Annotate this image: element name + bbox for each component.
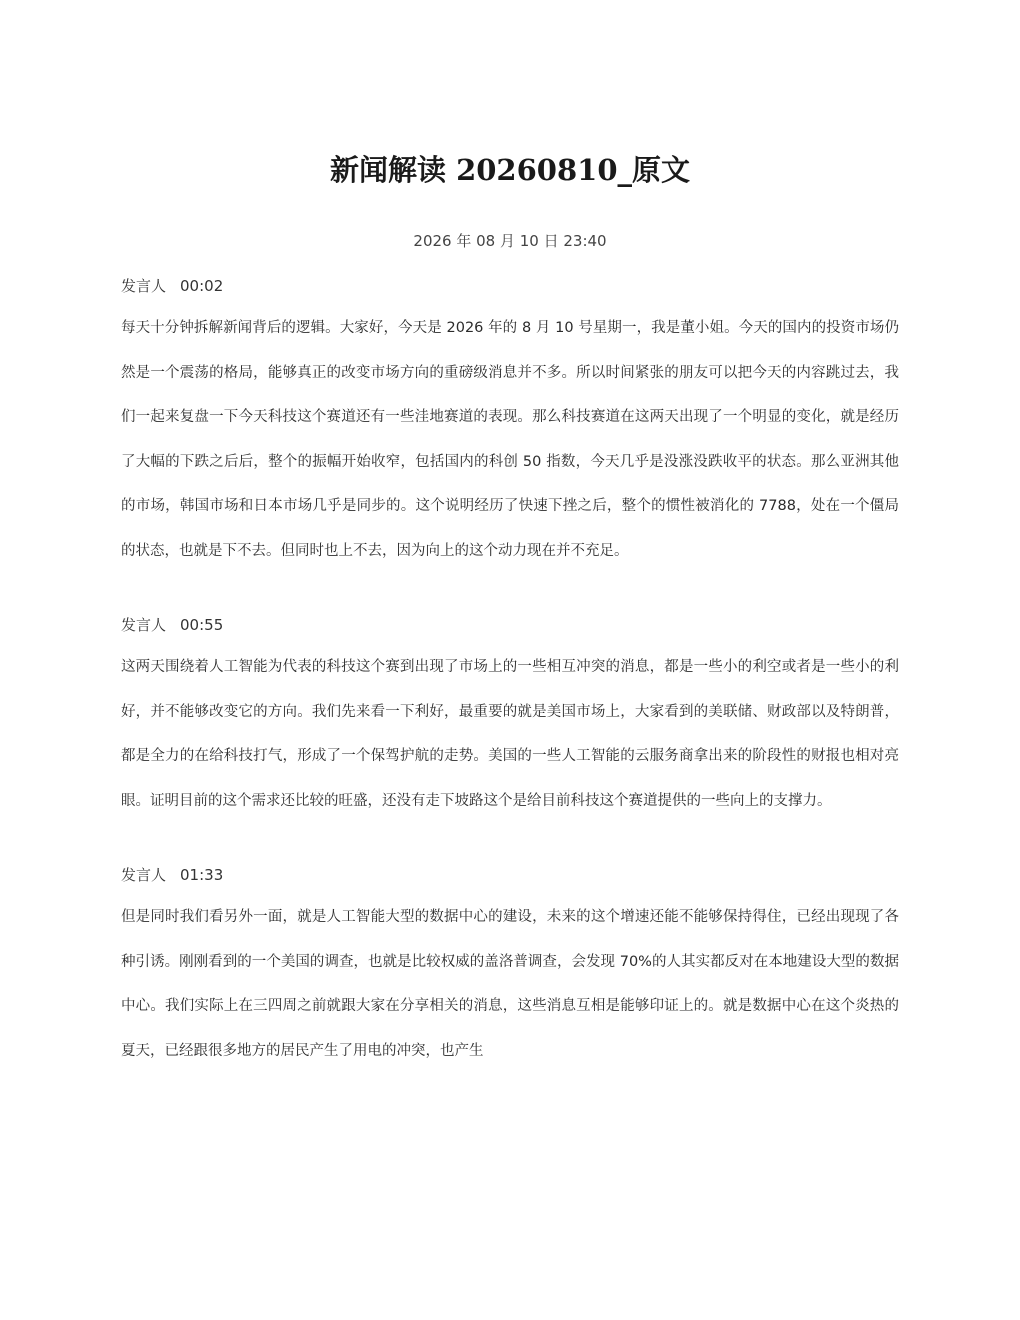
speaker-line bbox=[121, 274, 899, 298]
transcript-section bbox=[121, 613, 899, 823]
speaker-name: 发言人 bbox=[121, 277, 167, 295]
transcript-section bbox=[121, 274, 899, 573]
document-date: 2026 年 08 月 10 日 23:40 bbox=[413, 232, 607, 250]
transcript-body bbox=[121, 274, 899, 1113]
speaker-line bbox=[121, 863, 899, 887]
transcript-paragraph: 但是同时我们看另外一面，就是人工智能大型的数据中心的建设，未来的这个增速还能不能够保持得住，已经出现现了各种引诱。刚刚看到的一个美国的调查，也就是比较权威的盖洛普调查，会发现 70%的人其实都反对在本地建设大型的数据中心。我们实际上在三四周之前就跟大家在分享相关的消息，这些消息互相是能够印证上的。就是数据中心在这个炎热的夏天，已经跟很多地方的居民产生了用电的冲突，也产生 bbox=[121, 909, 899, 1059]
speaker-timestamp: 01:33 bbox=[180, 866, 224, 884]
transcript-section bbox=[121, 863, 899, 1073]
transcript-paragraph: 每天十分钟拆解新闻背后的逻辑。大家好，今天是 2026 年的 8 月 10 号星期一，我是董小姐。今天的国内的投资市场仍然是一个震荡的格局，能够真正的改变市场方向的重磅级消息并不多。所以时间紧张的朋友可以把今天的内容跳过去，我们一起来复盘一下今天科技这个赛道还有一些洼地赛道的表现。那么科技赛道在这两天出现了一个明显的变化，就是经历了大幅的下跌之后后，整个的振幅开始收窄，包括国内的科创 50 指数，今天几乎是没涨没跌收平的状态。那么亚洲其他的市场，韩国市场和日本市场几乎是同步的。这个说明经历了快速下挫之后，整个的惯性被消化的 7788，处在一个僵局的状态，也就是下不去。但同时也上不去，因为向上的这个动力现在并不充足。 bbox=[121, 320, 899, 559]
speaker-name: 发言人 bbox=[121, 866, 167, 884]
speaker-timestamp: 00:55 bbox=[180, 616, 224, 634]
speaker-line bbox=[121, 613, 899, 637]
speaker-name: 发言人 bbox=[121, 616, 167, 634]
document-title: 新闻解读 20260810_原文 bbox=[329, 153, 691, 187]
transcript-paragraph: 这两天围绕着人工智能为代表的科技这个赛到出现了市场上的一些相互冲突的消息，都是一些小的利空或者是一些小的利好，并不能够改变它的方向。我们先来看一下利好，最重要的就是美国市场上，大家看到的美联储、财政部以及特朗普，都是全力的在给科技打气，形成了一个保驾护航的走势。美国的一些人工智能的云服务商拿出来的阶段性的财报也相对亮眼。证明目前的这个需求还比较的旺盛，还没有走下坡路这个是给目前科技这个赛道提供的一些向上的支撑力。 bbox=[121, 659, 899, 809]
speaker-timestamp: 00:02 bbox=[180, 277, 224, 295]
